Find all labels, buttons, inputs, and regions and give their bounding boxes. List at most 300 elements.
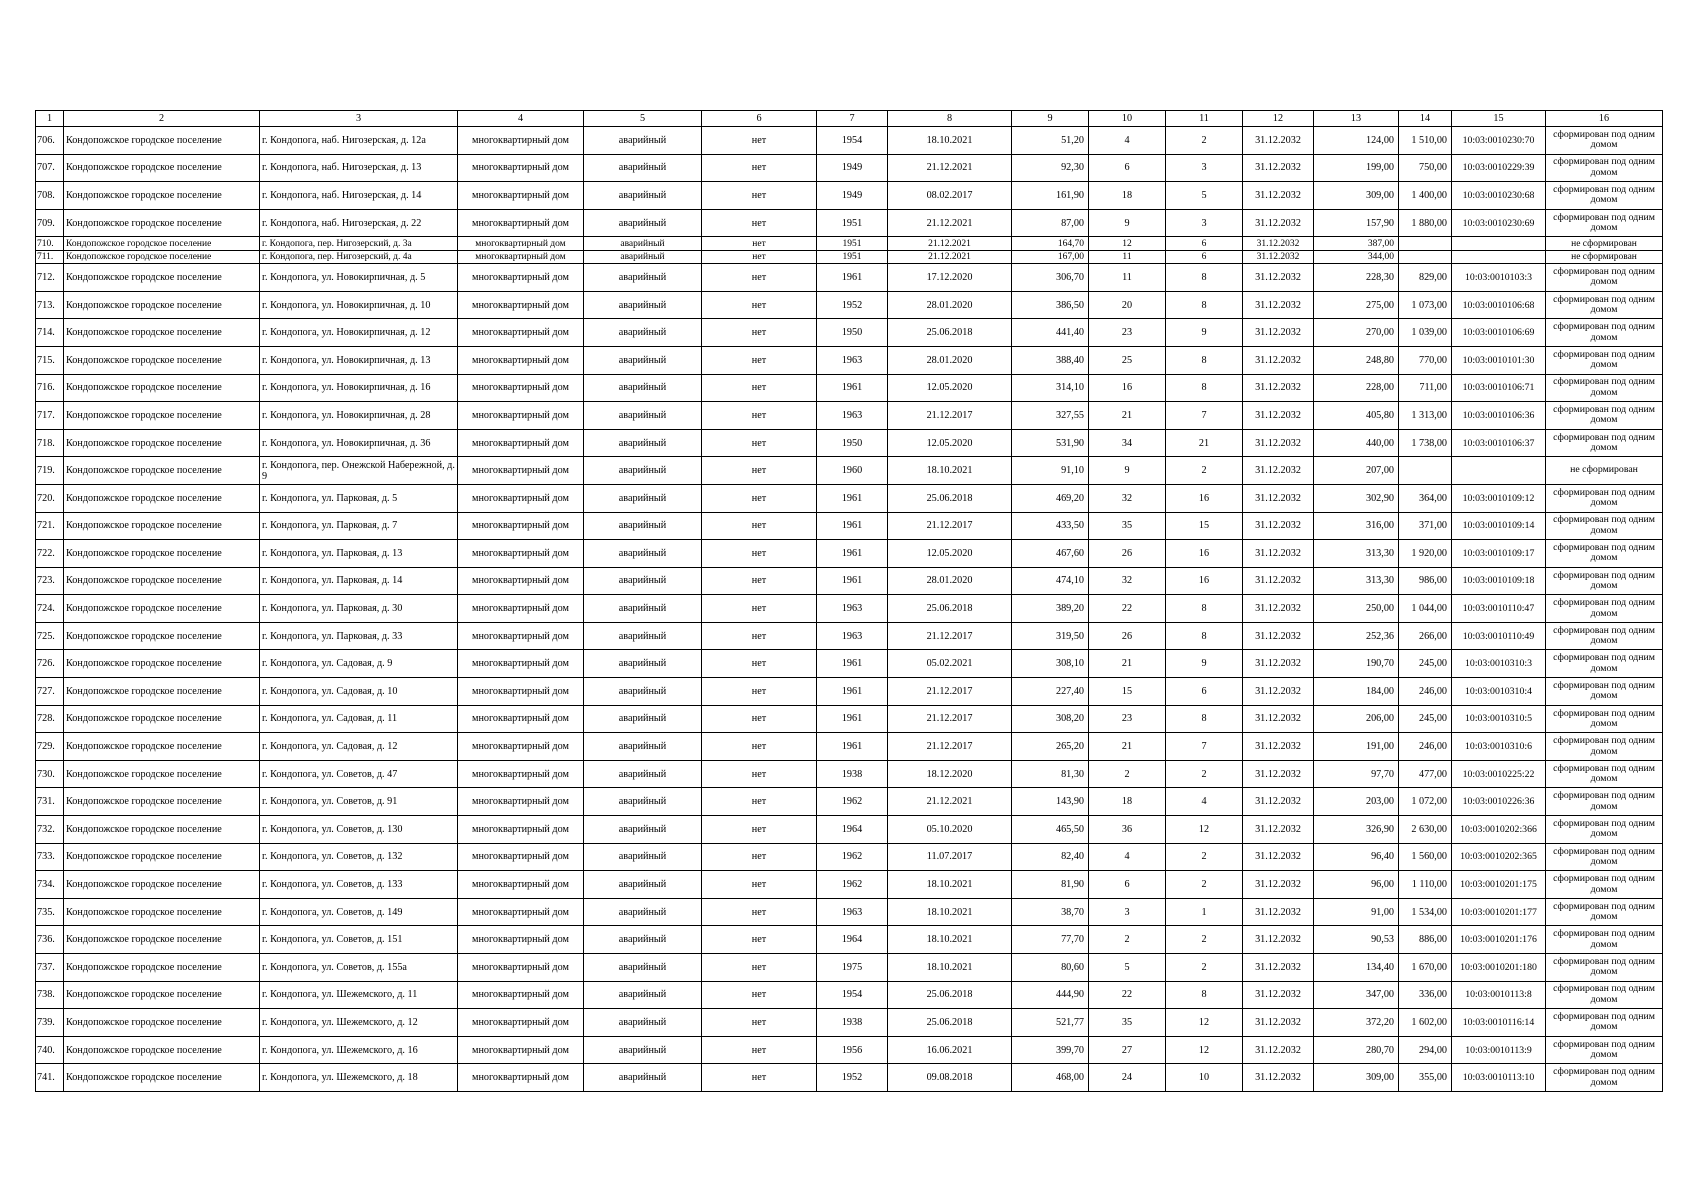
table-row: [36, 678, 1663, 706]
apartments-count-cell: 9: [1166, 319, 1243, 347]
apartments-count-cell: 8: [1166, 291, 1243, 319]
value-cell: 250,00: [1314, 595, 1399, 623]
cadastral-number-cell: 10:03:0010310:3: [1452, 650, 1546, 678]
building-type-cell: многоквартирный дом: [458, 705, 584, 733]
municipality-cell: Кондопожское городское поселение: [64, 1064, 260, 1092]
land-plot-status-cell: сформирован под одним домом: [1546, 898, 1663, 926]
land-area-cell: 1 044,00: [1399, 595, 1452, 623]
municipality-cell: Кондопожское городское поселение: [64, 567, 260, 595]
build-year-cell: 1961: [817, 512, 888, 540]
column-number-header: 6: [702, 111, 817, 127]
address-cell: г. Кондопога, наб. Нигозерская, д. 22: [260, 209, 458, 237]
value-cell: 190,70: [1314, 650, 1399, 678]
residents-count-cell: 36: [1089, 816, 1166, 844]
value-cell: 405,80: [1314, 402, 1399, 430]
deadline-cell: 31.12.2032: [1243, 1036, 1314, 1064]
municipality-cell: Кондопожское городское поселение: [64, 705, 260, 733]
condition-cell: аварийный: [584, 705, 702, 733]
build-year-cell: 1963: [817, 595, 888, 623]
cadastral-number-cell: 10:03:0010106:37: [1452, 429, 1546, 457]
decision-date-cell: 21.12.2021: [888, 237, 1012, 250]
address-cell: г. Кондопога, ул. Парковая, д. 5: [260, 484, 458, 512]
land-area-cell: 886,00: [1399, 926, 1452, 954]
flag-cell: нет: [702, 319, 817, 347]
decision-date-cell: 12.05.2020: [888, 540, 1012, 568]
land-plot-status-cell: сформирован под одним домом: [1546, 127, 1663, 155]
build-year-cell: 1956: [817, 1036, 888, 1064]
deadline-cell: 31.12.2032: [1243, 622, 1314, 650]
area-cell: 469,20: [1012, 484, 1089, 512]
address-cell: г. Кондопога, ул. Советов, д. 149: [260, 898, 458, 926]
value-cell: 309,00: [1314, 182, 1399, 210]
condition-cell: аварийный: [584, 127, 702, 155]
build-year-cell: 1952: [817, 1064, 888, 1092]
residents-count-cell: 32: [1089, 484, 1166, 512]
building-type-cell: многоквартирный дом: [458, 182, 584, 210]
build-year-cell: 1962: [817, 788, 888, 816]
land-area-cell: 336,00: [1399, 981, 1452, 1009]
apartments-count-cell: 8: [1166, 346, 1243, 374]
residents-count-cell: 9: [1089, 209, 1166, 237]
municipality-cell: Кондопожское городское поселение: [64, 237, 260, 250]
flag-cell: нет: [702, 678, 817, 706]
row-number: 717.: [36, 402, 64, 430]
value-cell: 199,00: [1314, 154, 1399, 182]
municipality-cell: Кондопожское городское поселение: [64, 650, 260, 678]
cadastral-number-cell: 10:03:0010113:10: [1452, 1064, 1546, 1092]
condition-cell: аварийный: [584, 926, 702, 954]
area-cell: 87,00: [1012, 209, 1089, 237]
municipality-cell: Кондопожское городское поселение: [64, 816, 260, 844]
land-area-cell: 477,00: [1399, 760, 1452, 788]
value-cell: 124,00: [1314, 127, 1399, 155]
row-number: 711.: [36, 250, 64, 263]
build-year-cell: 1961: [817, 733, 888, 761]
cadastral-number-cell: 10:03:0010310:5: [1452, 705, 1546, 733]
land-plot-status-cell: сформирован под одним домом: [1546, 429, 1663, 457]
land-plot-status-cell: сформирован под одним домом: [1546, 733, 1663, 761]
flag-cell: нет: [702, 402, 817, 430]
apartments-count-cell: 5: [1166, 182, 1243, 210]
deadline-cell: 31.12.2032: [1243, 154, 1314, 182]
row-number: 730.: [36, 760, 64, 788]
land-area-cell: [1399, 250, 1452, 263]
condition-cell: аварийный: [584, 540, 702, 568]
decision-date-cell: 08.02.2017: [888, 182, 1012, 210]
municipality-cell: Кондопожское городское поселение: [64, 981, 260, 1009]
building-type-cell: многоквартирный дом: [458, 595, 584, 623]
column-number-header: 15: [1452, 111, 1546, 127]
decision-date-cell: 05.02.2021: [888, 650, 1012, 678]
emergency-housing-table: [35, 110, 1663, 1092]
municipality-cell: Кондопожское городское поселение: [64, 540, 260, 568]
area-cell: 474,10: [1012, 567, 1089, 595]
address-cell: г. Кондопога, ул. Парковая, д. 33: [260, 622, 458, 650]
condition-cell: аварийный: [584, 622, 702, 650]
cadastral-number-cell: 10:03:0010230:70: [1452, 127, 1546, 155]
flag-cell: нет: [702, 1064, 817, 1092]
decision-date-cell: 11.07.2017: [888, 843, 1012, 871]
land-area-cell: 1 880,00: [1399, 209, 1452, 237]
land-plot-status-cell: сформирован под одним домом: [1546, 926, 1663, 954]
decision-date-cell: 09.08.2018: [888, 1064, 1012, 1092]
land-plot-status-cell: сформирован под одним домом: [1546, 346, 1663, 374]
value-cell: 90,53: [1314, 926, 1399, 954]
area-cell: 265,20: [1012, 733, 1089, 761]
value-cell: 313,30: [1314, 540, 1399, 568]
row-number: 709.: [36, 209, 64, 237]
apartments-count-cell: 2: [1166, 926, 1243, 954]
decision-date-cell: 18.10.2021: [888, 954, 1012, 982]
address-cell: г. Кондопога, ул. Новокирпичная, д. 5: [260, 264, 458, 292]
residents-count-cell: 23: [1089, 705, 1166, 733]
table-row: [36, 843, 1663, 871]
decision-date-cell: 21.12.2017: [888, 512, 1012, 540]
land-plot-status-cell: сформирован под одним домом: [1546, 650, 1663, 678]
building-type-cell: многоквартирный дом: [458, 346, 584, 374]
residents-count-cell: 26: [1089, 540, 1166, 568]
cadastral-number-cell: 10:03:0010310:4: [1452, 678, 1546, 706]
condition-cell: аварийный: [584, 760, 702, 788]
land-area-cell: 1 602,00: [1399, 1009, 1452, 1037]
cadastral-number-cell: 10:03:0010106:71: [1452, 374, 1546, 402]
area-cell: 308,20: [1012, 705, 1089, 733]
apartments-count-cell: 12: [1166, 816, 1243, 844]
deadline-cell: 31.12.2032: [1243, 733, 1314, 761]
decision-date-cell: 21.12.2017: [888, 678, 1012, 706]
build-year-cell: 1954: [817, 981, 888, 1009]
value-cell: 228,30: [1314, 264, 1399, 292]
column-number-header: 9: [1012, 111, 1089, 127]
flag-cell: нет: [702, 209, 817, 237]
value-cell: 387,00: [1314, 237, 1399, 250]
building-type-cell: многоквартирный дом: [458, 250, 584, 263]
area-cell: 81,90: [1012, 871, 1089, 899]
municipality-cell: Кондопожское городское поселение: [64, 760, 260, 788]
building-type-cell: многоквартирный дом: [458, 237, 584, 250]
table-row: [36, 595, 1663, 623]
decision-date-cell: 18.10.2021: [888, 898, 1012, 926]
building-type-cell: многоквартирный дом: [458, 402, 584, 430]
value-cell: 207,00: [1314, 457, 1399, 485]
area-cell: 167,00: [1012, 250, 1089, 263]
table-row: [36, 705, 1663, 733]
area-cell: 80,60: [1012, 954, 1089, 982]
flag-cell: нет: [702, 622, 817, 650]
land-plot-status-cell: сформирован под одним домом: [1546, 678, 1663, 706]
deadline-cell: 31.12.2032: [1243, 209, 1314, 237]
municipality-cell: Кондопожское городское поселение: [64, 733, 260, 761]
table-row: [36, 512, 1663, 540]
build-year-cell: 1951: [817, 250, 888, 263]
land-area-cell: 1 313,00: [1399, 402, 1452, 430]
cadastral-number-cell: [1452, 457, 1546, 485]
land-plot-status-cell: сформирован под одним домом: [1546, 319, 1663, 347]
residents-count-cell: 3: [1089, 898, 1166, 926]
apartments-count-cell: 16: [1166, 540, 1243, 568]
row-number: 729.: [36, 733, 64, 761]
land-area-cell: 1 510,00: [1399, 127, 1452, 155]
build-year-cell: 1949: [817, 154, 888, 182]
flag-cell: нет: [702, 484, 817, 512]
cadastral-number-cell: 10:03:0010230:69: [1452, 209, 1546, 237]
decision-date-cell: 18.10.2021: [888, 457, 1012, 485]
flag-cell: нет: [702, 127, 817, 155]
residents-count-cell: 27: [1089, 1036, 1166, 1064]
area-cell: 314,10: [1012, 374, 1089, 402]
value-cell: 91,00: [1314, 898, 1399, 926]
build-year-cell: 1951: [817, 209, 888, 237]
address-cell: г. Кондопога, ул. Советов, д. 132: [260, 843, 458, 871]
cadastral-number-cell: 10:03:0010101:30: [1452, 346, 1546, 374]
land-area-cell: 986,00: [1399, 567, 1452, 595]
residents-count-cell: 22: [1089, 595, 1166, 623]
land-plot-status-cell: сформирован под одним домом: [1546, 1064, 1663, 1092]
column-number-header: 1: [36, 111, 64, 127]
apartments-count-cell: 8: [1166, 981, 1243, 1009]
deadline-cell: 31.12.2032: [1243, 843, 1314, 871]
municipality-cell: Кондопожское городское поселение: [64, 182, 260, 210]
land-area-cell: 829,00: [1399, 264, 1452, 292]
build-year-cell: 1954: [817, 127, 888, 155]
area-cell: 441,40: [1012, 319, 1089, 347]
land-plot-status-cell: сформирован под одним домом: [1546, 816, 1663, 844]
table-row: [36, 954, 1663, 982]
flag-cell: нет: [702, 705, 817, 733]
building-type-cell: многоквартирный дом: [458, 622, 584, 650]
column-number-header: 13: [1314, 111, 1399, 127]
cadastral-number-cell: 10:03:0010201:180: [1452, 954, 1546, 982]
table-row: [36, 484, 1663, 512]
build-year-cell: 1938: [817, 760, 888, 788]
flag-cell: нет: [702, 457, 817, 485]
land-area-cell: 364,00: [1399, 484, 1452, 512]
deadline-cell: 31.12.2032: [1243, 319, 1314, 347]
deadline-cell: 31.12.2032: [1243, 678, 1314, 706]
residents-count-cell: 18: [1089, 182, 1166, 210]
land-plot-status-cell: сформирован под одним домом: [1546, 209, 1663, 237]
table-body: [36, 127, 1663, 1092]
table-row: [36, 182, 1663, 210]
area-cell: 465,50: [1012, 816, 1089, 844]
decision-date-cell: 25.06.2018: [888, 319, 1012, 347]
table-row: [36, 567, 1663, 595]
land-area-cell: 1 400,00: [1399, 182, 1452, 210]
condition-cell: аварийный: [584, 733, 702, 761]
row-number: 733.: [36, 843, 64, 871]
deadline-cell: 31.12.2032: [1243, 237, 1314, 250]
row-number: 716.: [36, 374, 64, 402]
flag-cell: нет: [702, 237, 817, 250]
condition-cell: аварийный: [584, 954, 702, 982]
area-cell: 51,20: [1012, 127, 1089, 155]
flag-cell: нет: [702, 871, 817, 899]
municipality-cell: Кондопожское городское поселение: [64, 1009, 260, 1037]
municipality-cell: Кондопожское городское поселение: [64, 898, 260, 926]
row-number: 715.: [36, 346, 64, 374]
building-type-cell: многоквартирный дом: [458, 1064, 584, 1092]
table-row: [36, 622, 1663, 650]
land-plot-status-cell: сформирован под одним домом: [1546, 788, 1663, 816]
land-plot-status-cell: сформирован под одним домом: [1546, 402, 1663, 430]
municipality-cell: Кондопожское городское поселение: [64, 291, 260, 319]
land-area-cell: 245,00: [1399, 650, 1452, 678]
flag-cell: нет: [702, 567, 817, 595]
address-cell: г. Кондопога, ул. Новокирпичная, д. 10: [260, 291, 458, 319]
cadastral-number-cell: 10:03:0010109:12: [1452, 484, 1546, 512]
row-number: 727.: [36, 678, 64, 706]
area-cell: 164,70: [1012, 237, 1089, 250]
land-plot-status-cell: не сформирован: [1546, 250, 1663, 263]
deadline-cell: 31.12.2032: [1243, 512, 1314, 540]
deadline-cell: 31.12.2032: [1243, 346, 1314, 374]
building-type-cell: многоквартирный дом: [458, 319, 584, 347]
build-year-cell: 1952: [817, 291, 888, 319]
decision-date-cell: 18.10.2021: [888, 926, 1012, 954]
residents-count-cell: 25: [1089, 346, 1166, 374]
row-number: 728.: [36, 705, 64, 733]
condition-cell: аварийный: [584, 319, 702, 347]
land-plot-status-cell: сформирован под одним домом: [1546, 182, 1663, 210]
condition-cell: аварийный: [584, 291, 702, 319]
row-number: 720.: [36, 484, 64, 512]
residents-count-cell: 20: [1089, 291, 1166, 319]
building-type-cell: многоквартирный дом: [458, 209, 584, 237]
cadastral-number-cell: [1452, 250, 1546, 263]
condition-cell: аварийный: [584, 402, 702, 430]
area-cell: 308,10: [1012, 650, 1089, 678]
flag-cell: нет: [702, 595, 817, 623]
condition-cell: аварийный: [584, 457, 702, 485]
condition-cell: аварийный: [584, 264, 702, 292]
building-type-cell: многоквартирный дом: [458, 484, 584, 512]
cadastral-number-cell: 10:03:0010225:22: [1452, 760, 1546, 788]
land-area-cell: 1 110,00: [1399, 871, 1452, 899]
build-year-cell: 1961: [817, 567, 888, 595]
area-cell: 77,70: [1012, 926, 1089, 954]
land-plot-status-cell: сформирован под одним домом: [1546, 843, 1663, 871]
address-cell: г. Кондопога, пер. Нигозерский, д. 3а: [260, 237, 458, 250]
cadastral-number-cell: 10:03:0010113:8: [1452, 981, 1546, 1009]
column-number-header: 11: [1166, 111, 1243, 127]
land-area-cell: 1 560,00: [1399, 843, 1452, 871]
address-cell: г. Кондопога, наб. Нигозерская, д. 14: [260, 182, 458, 210]
table-row: [36, 788, 1663, 816]
deadline-cell: 31.12.2032: [1243, 264, 1314, 292]
row-number: 721.: [36, 512, 64, 540]
value-cell: 228,00: [1314, 374, 1399, 402]
building-type-cell: многоквартирный дом: [458, 374, 584, 402]
building-type-cell: многоквартирный дом: [458, 567, 584, 595]
address-cell: г. Кондопога, ул. Парковая, д. 7: [260, 512, 458, 540]
building-type-cell: многоквартирный дом: [458, 788, 584, 816]
building-type-cell: многоквартирный дом: [458, 871, 584, 899]
cadastral-number-cell: 10:03:0010106:68: [1452, 291, 1546, 319]
deadline-cell: 31.12.2032: [1243, 954, 1314, 982]
value-cell: 275,00: [1314, 291, 1399, 319]
decision-date-cell: 21.12.2021: [888, 788, 1012, 816]
residents-count-cell: 18: [1089, 788, 1166, 816]
building-type-cell: многоквартирный дом: [458, 678, 584, 706]
flag-cell: нет: [702, 540, 817, 568]
municipality-cell: Кондопожское городское поселение: [64, 926, 260, 954]
address-cell: г. Кондопога, ул. Новокирпичная, д. 13: [260, 346, 458, 374]
land-plot-status-cell: сформирован под одним домом: [1546, 154, 1663, 182]
flag-cell: нет: [702, 429, 817, 457]
value-cell: 96,40: [1314, 843, 1399, 871]
decision-date-cell: 25.06.2018: [888, 981, 1012, 1009]
residents-count-cell: 26: [1089, 622, 1166, 650]
deadline-cell: 31.12.2032: [1243, 705, 1314, 733]
apartments-count-cell: 12: [1166, 1009, 1243, 1037]
value-cell: 157,90: [1314, 209, 1399, 237]
residents-count-cell: 32: [1089, 567, 1166, 595]
area-cell: 306,70: [1012, 264, 1089, 292]
land-area-cell: 1 738,00: [1399, 429, 1452, 457]
land-plot-status-cell: сформирован под одним домом: [1546, 567, 1663, 595]
table-row: [36, 319, 1663, 347]
apartments-count-cell: 8: [1166, 374, 1243, 402]
land-plot-status-cell: сформирован под одним домом: [1546, 484, 1663, 512]
row-number: 737.: [36, 954, 64, 982]
flag-cell: нет: [702, 843, 817, 871]
area-cell: 388,40: [1012, 346, 1089, 374]
row-number: 712.: [36, 264, 64, 292]
condition-cell: аварийный: [584, 981, 702, 1009]
land-area-cell: 246,00: [1399, 678, 1452, 706]
cadastral-number-cell: 10:03:0010110:47: [1452, 595, 1546, 623]
cadastral-number-cell: 10:03:0010106:69: [1452, 319, 1546, 347]
deadline-cell: 31.12.2032: [1243, 898, 1314, 926]
decision-date-cell: 12.05.2020: [888, 429, 1012, 457]
flag-cell: нет: [702, 346, 817, 374]
apartments-count-cell: 3: [1166, 209, 1243, 237]
build-year-cell: 1960: [817, 457, 888, 485]
building-type-cell: многоквартирный дом: [458, 540, 584, 568]
address-cell: г. Кондопога, ул. Новокирпичная, д. 12: [260, 319, 458, 347]
table-row: [36, 374, 1663, 402]
area-cell: 319,50: [1012, 622, 1089, 650]
deadline-cell: 31.12.2032: [1243, 429, 1314, 457]
build-year-cell: 1951: [817, 237, 888, 250]
area-cell: 399,70: [1012, 1036, 1089, 1064]
row-number: 732.: [36, 816, 64, 844]
flag-cell: нет: [702, 760, 817, 788]
municipality-cell: Кондопожское городское поселение: [64, 843, 260, 871]
flag-cell: нет: [702, 816, 817, 844]
municipality-cell: Кондопожское городское поселение: [64, 595, 260, 623]
table-row: [36, 457, 1663, 485]
flag-cell: нет: [702, 898, 817, 926]
area-cell: 327,55: [1012, 402, 1089, 430]
condition-cell: аварийный: [584, 250, 702, 263]
build-year-cell: 1962: [817, 871, 888, 899]
row-number: 723.: [36, 567, 64, 595]
condition-cell: аварийный: [584, 346, 702, 374]
address-cell: г. Кондопога, ул. Садовая, д. 12: [260, 733, 458, 761]
decision-date-cell: 21.12.2017: [888, 622, 1012, 650]
land-area-cell: 294,00: [1399, 1036, 1452, 1064]
residents-count-cell: 35: [1089, 1009, 1166, 1037]
row-number: 725.: [36, 622, 64, 650]
condition-cell: аварийный: [584, 843, 702, 871]
building-type-cell: многоквартирный дом: [458, 154, 584, 182]
row-number: 741.: [36, 1064, 64, 1092]
row-number: 722.: [36, 540, 64, 568]
land-plot-status-cell: сформирован под одним домом: [1546, 374, 1663, 402]
area-cell: 433,50: [1012, 512, 1089, 540]
municipality-cell: Кондопожское городское поселение: [64, 429, 260, 457]
